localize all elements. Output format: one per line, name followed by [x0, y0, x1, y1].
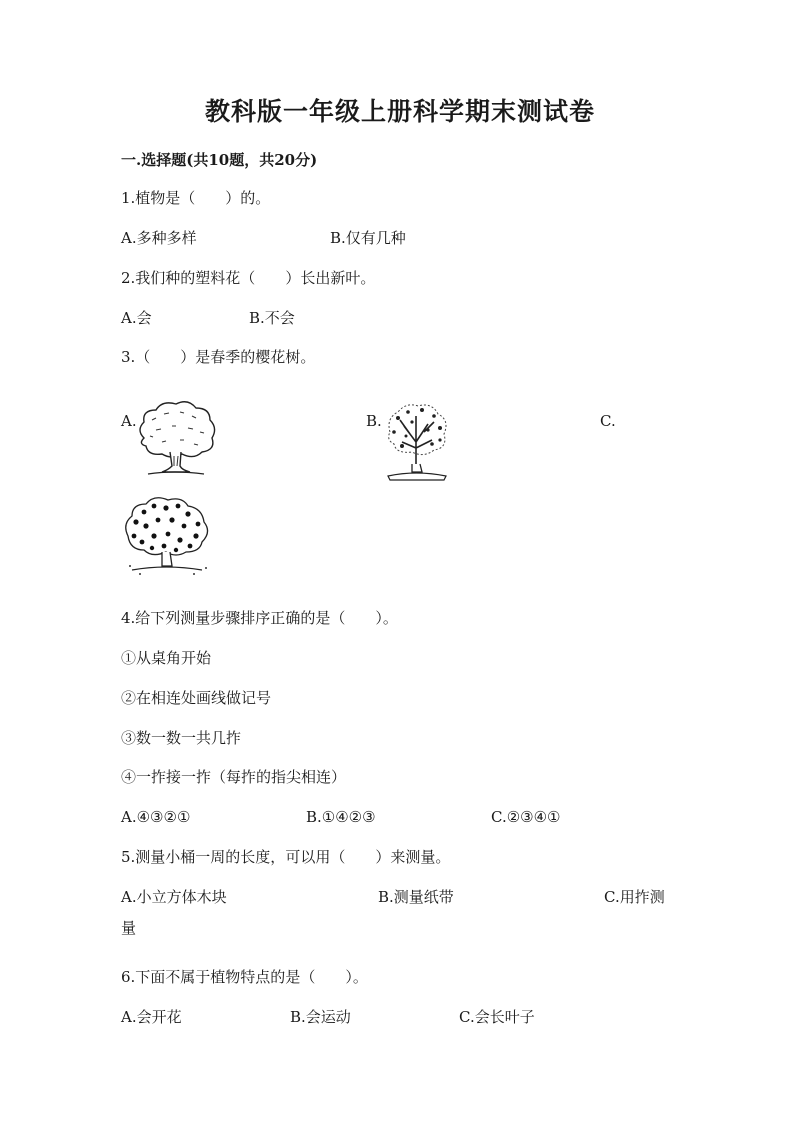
question-2-option-a: A.会 — [121, 309, 152, 327]
question-6-option-c: C.会长叶子 — [459, 1008, 535, 1026]
question-4-stem: 4.给下列测量步骤排序正确的是（ ）。 — [121, 609, 398, 627]
question-4-option-c: C.②③④① — [491, 808, 561, 826]
question-4-step-1: ①从桌角开始 — [121, 649, 212, 667]
question-3-stem: 3.（ ）是春季的樱花树。 — [121, 348, 316, 366]
question-4-step-2: ②在相连处画线做记号 — [121, 689, 272, 707]
question-4-option-b: B.①④②③ — [306, 808, 376, 826]
leafy-tree-image — [134, 400, 218, 480]
question-6-option-a: A.会开花 — [121, 1008, 182, 1026]
question-4-step-4: ④一拃接一拃（每拃的指尖相连） — [121, 768, 347, 786]
question-2-option-b: B.不会 — [249, 309, 295, 327]
question-1-option-a: A.多种多样 — [121, 229, 197, 247]
question-5-option-c: C.用拃测 — [604, 888, 665, 906]
question-5-option-c-continued: 量 — [121, 919, 137, 937]
question-6-stem: 6.下面不属于植物特点的是（ ）。 — [121, 968, 368, 986]
cherry-blossom-tree-image — [122, 496, 212, 576]
question-5-option-b: B.测量纸带 — [378, 888, 454, 906]
bare-branch-tree-image — [382, 402, 452, 482]
question-4-step-3: ③数一数一共几拃 — [121, 729, 242, 747]
question-6-option-b: B.会运动 — [290, 1008, 351, 1026]
question-5-stem: 5.测量小桶一周的长度，可以用（ ）来测量。 — [121, 848, 451, 866]
question-3-option-c: C. — [600, 412, 616, 430]
page-title: 教科版一年级上册科学期末测试卷 — [204, 97, 595, 126]
question-1-option-b: B.仅有几种 — [330, 229, 406, 247]
question-3-option-b: B. — [366, 412, 382, 430]
question-5-option-a: A.小立方体木块 — [121, 888, 227, 906]
question-3-option-a: A. — [121, 412, 137, 430]
question-4-option-a: A.④③②① — [121, 808, 191, 826]
question-2-stem: 2.我们种的塑料花（ ）长出新叶。 — [121, 269, 376, 287]
question-1-stem: 1.植物是（ ）的。 — [121, 189, 271, 207]
section-heading: 一.选择题(共10题，共20分) — [121, 151, 318, 169]
